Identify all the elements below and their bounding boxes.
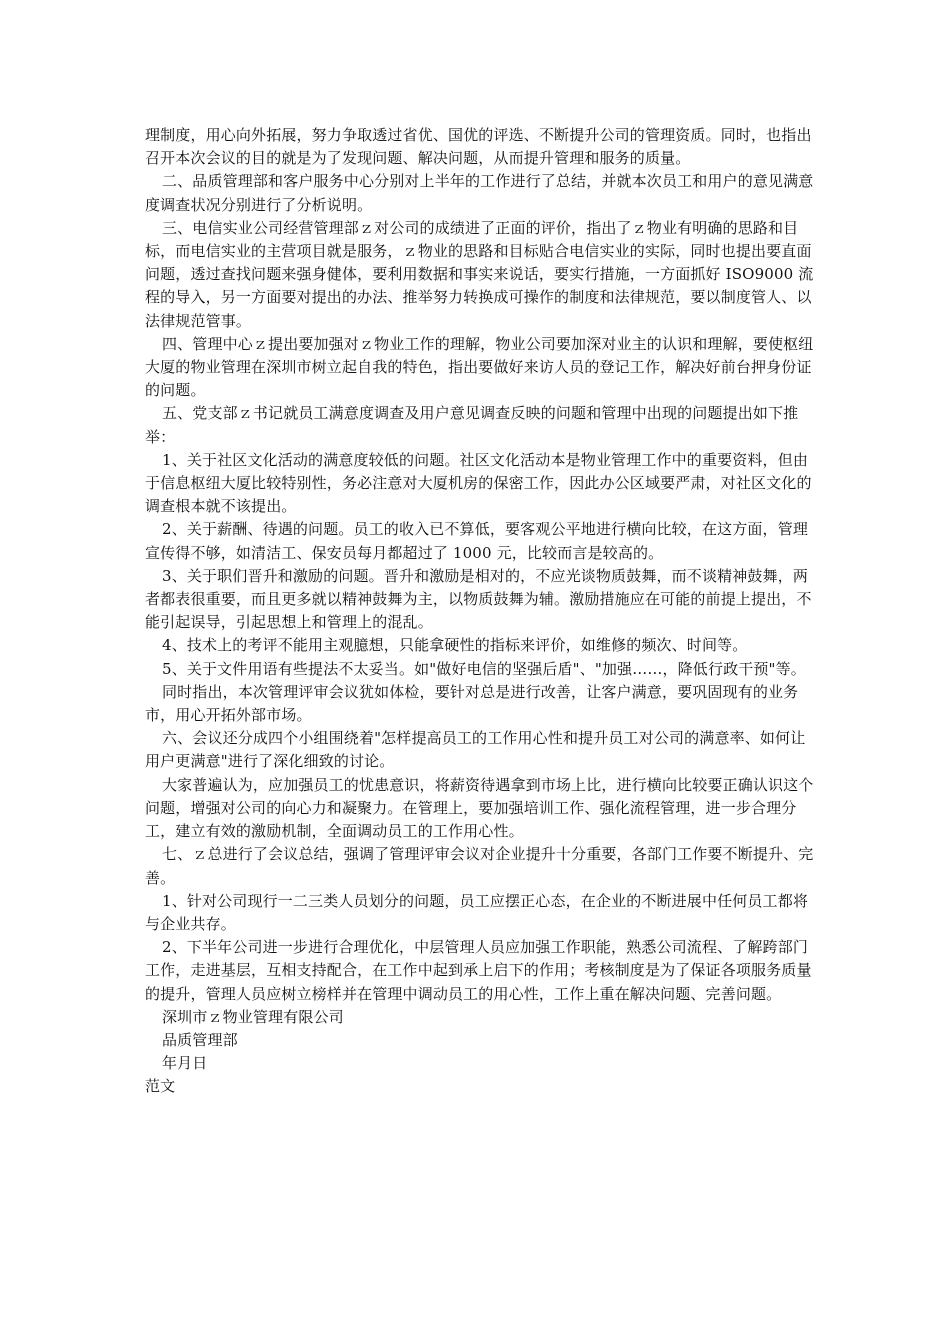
footer-word: 范文	[145, 1077, 176, 1096]
signature-company: 深圳市ｚ物业管理有限公司	[162, 1007, 344, 1026]
paragraph-item-4: 4、技术上的考评不能用主观臆想，只能拿硬性的指标来评价，如维修的频次、时间等。	[162, 636, 748, 655]
signature-date: 年月日	[162, 1054, 208, 1073]
paragraph-section-3: 三、电信实业公司经营管理部ｚ对公司的成绩进了正面的评价，指出了ｚ物业有明确的思路和目标，而电信实业的主营项目就是服务，ｚ物业的思路和目标贴合电信实业的实际，同时也提出要直面问题，透过查找问题来强身健体，要利用数据和事实来说话，要实行措施，一方面抓好 ISO9000 流程的导入，另一方面要对提出的办法、推举努力转换成可操作的制度和法律规范，要以制度管人、以法律规范管事。	[145, 218, 814, 330]
paragraph-item-1: 1、关于社区文化活动的满意度较低的问题。社区文化活动本是物业管理工作中的重要资料，但由于信息枢纽大厦比较特别性，务必注意对大厦机房的保密工作，因此办公区域要严肃，对社区文化的调查根本就不该提出。	[145, 450, 812, 516]
paragraph-summary-point: 同时指出，本次管理评审会议犹如体检，要针对总是进行改善，让客户满意，要巩固现有的业务市，用心开拓外部市场。	[145, 682, 799, 725]
paragraph-discussion: 大家普遍认为，应加强员工的忧患意识，将薪资待遇拿到市场上比，进行横向比较要正确认识这个问题，增强对公司的向心力和凝聚力。在管理上，要加强培训工作、强化流程管理，进一步合理分工，建立有效的激励机制，全面调动员工的工作用心性。	[145, 775, 814, 841]
paragraph-item-5: 5、关于文件用语有些提法不太妥当。如"做好电信的坚强后盾"、"加强……，降低行政干预"等。	[162, 659, 806, 678]
paragraph-section-5: 五、党支部ｚ书记就员工满意度调查及用户意见调查反映的问题和管理中出现的问题提出如下推举：	[145, 404, 799, 446]
paragraph-section-4: 四、管理中心ｚ提出要加强对ｚ物业工作的理解，物业公司要加深对业主的认识和理解，要使枢纽大厦的物业管理在深圳市树立起自我的特色，指出要做好来访人员的登记工作，解决好前台押身份证的问题。	[145, 334, 814, 400]
signature-department: 品质管理部	[162, 1030, 238, 1049]
document-body	[145, 124, 817, 1099]
paragraph-item-2: 2、关于薪酬、待遇的问题。员工的收入已不算低，要客观公平地进行横向比较，在这方面，管理宣传得不够，如清洁工、保安员每月都超过了 1000 元，比较而言是较高的。	[145, 520, 808, 562]
paragraph-continuation: 理制度，用心向外拓展，努力争取透过省优、国优的评选、不断提升公司的管理资质。同时，也指出召开本次会议的目的就是为了发现问题、解决问题，从而提升管理和服务的质量。	[145, 126, 812, 168]
paragraph-section-7: 七、ｚ总进行了会议总结，强调了管理评审会议对企业提升十分重要，各部门工作要不断提升、完善。	[145, 845, 814, 887]
paragraph-conclusion-2: 2、下半年公司进一步进行合理优化，中层管理人员应加强工作职能，熟悉公司流程、了解跨部门工作，走进基层，互相支持配合，在工作中起到承上启下的作用；考核制度是为了保证各项服务质量的提升，管理人员应树立榜样并在管理中调动员工的用心性，工作上重在解决问题、完善问题。	[145, 938, 812, 1003]
paragraph-conclusion-1: 1、针对公司现行一二三类人员划分的问题，员工应摆正心态，在企业的不断进展中任何员工都将与企业共存。	[145, 891, 808, 933]
paragraph-section-6: 六、会议还分成四个小组围绕着"怎样提高员工的工作用心性和提升员工对公司的满意率、如何让用户更满意"进行了深化细致的讨论。	[145, 729, 806, 771]
paragraph-item-3: 3、关于职们晋升和激励的问题。晋升和激励是相对的，不应光谈物质鼓舞，而不谈精神鼓舞，两者都表很重要，而且更多就以精神鼓舞为主，以物质鼓舞为辅。激励措施应在可能的前提上提出，不能引起误导，引起思想上和管理上的混乱。	[145, 566, 812, 632]
paragraph-section-2: 二、品质管理部和客户服务中心分别对上半年的工作进行了总结，并就本次员工和用户的意见满意度调查状况分别进行了分析说明。	[145, 172, 814, 214]
